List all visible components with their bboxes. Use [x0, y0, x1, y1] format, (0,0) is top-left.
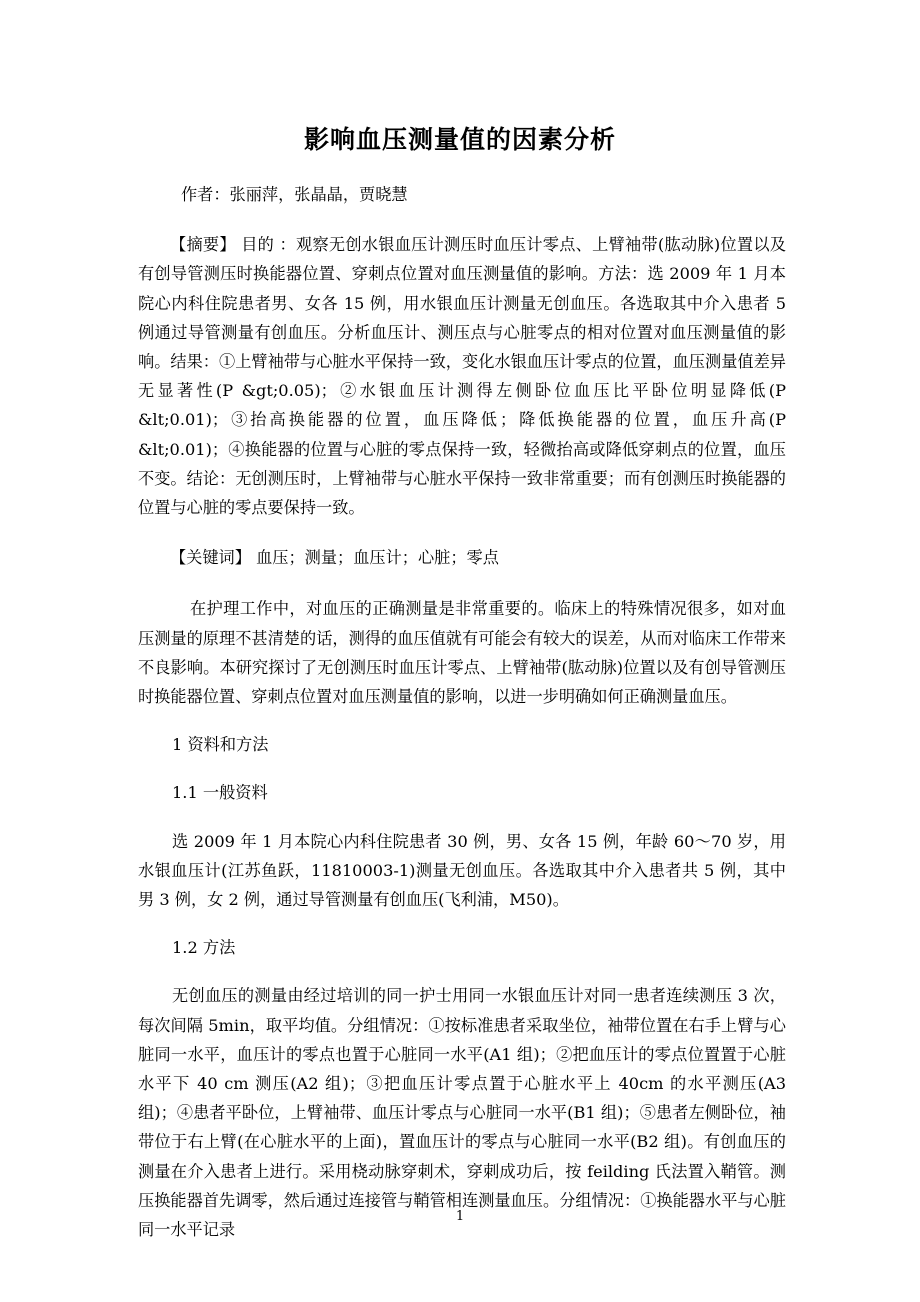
keywords-line: 【关键词】 血压；测量；血压计；心脏；零点: [170, 548, 499, 568]
general-info-paragraph: 选 2009 年 1 月本院心内科住院患者 30 例，男、女各 15 例，年龄 60～70 岁，用水银血压计(江苏鱼跃，11810003-1)测量无创血压。各选取其中介入患者共 5 例，其中男 3 例，女 2 例，通过导管测量有创血压(飞利浦，M50)。: [138, 831, 786, 910]
document-body: [138, 180, 786, 1244]
authors-line: 作者：张丽萍，张晶晶，贾晓慧: [181, 185, 408, 204]
intro-paragraph: 在护理工作中，对血压的正确测量是非常重要的。临床上的特殊情况很多，如对血压测量的原理不甚清楚的话，测得的血压值就有可能会有较大的误差，从而对临床工作带来不良影响。本研究探讨了无创测压时血压计零点、上臂袖带(肱动脉)位置以及有创导管测压时换能器位置、穿刺点位置对血压测量值的影响，以进一步明确如何正确测量血压。: [138, 599, 786, 707]
subsection-heading-1-2: 1.2 方法: [172, 938, 236, 958]
abstract-paragraph: 【摘要】 目的 ：观察无创水银血压计测压时血压计零点、上臂袖带(肱动脉)位置以及有创导管测压时换能器位置、穿刺点位置对血压测量值的影响。方法：选 2009 年 1 月本院心内科住院患者男、女各 15 例，用水银血压计测量无创血压。各选取其中介入患者 5 例通过导管测量有创血压。分析血压计、测压点与心脏零点的相对位置对血压测量值的影响。结果：①上臂袖带与心脏水平保持一致，变化水银血压计零点的位置，血压测量值差异无显著性(P &gt;0.05)；②水银血压计测得左侧卧位血压比平卧位明显降低(P &lt;0.01)；③抬高换能器的位置，血压降低；降低换能器的位置，血压升高(P &lt;0.01)；④换能器的位置与心脏的零点保持一致，轻微抬高或降低穿刺点的位置，血压不变。结论：无创测压时，上臂袖带与心脏水平保持一致非常重要；而有创测压时换能器的位置与心脏的零点要保持一致。: [138, 235, 786, 518]
page-title: 影响血压测量值的因素分析: [303, 125, 616, 154]
method-paragraph: 无创血压的测量由经过培训的同一护士用同一水银血压计对同一患者连续测压 3 次，每次间隔 5min，取平均值。分组情况：①按标准患者采取坐位，袖带位置在右手上臂与心脏同一水平，血压计的零点也置于心脏同一水平(A1 组)；②把血压计的零点位置置于心脏水平下 40 cm 测压(A2 组)；③把血压计零点置于心脏水平上 40cm 的水平测压(A3 组)；④患者平卧位，上臂袖带、血压计零点与心脏同一水平(B1 组)；⑤患者左侧卧位，袖带位于右上臂(在心脏水平的上面)，置血压计的零点与心脏同一水平(B2 组)。有创血压的测量在介入患者上进行。采用桡动脉穿刺术，穿刺成功后，按 feilding 氏法置入鞘管。测压换能器首先调零，然后通过连接管与鞘管相连测量血压。分组情况：①换能器水平与心脏同一水平记录: [138, 986, 786, 1240]
section-heading-1: 1 资料和方法: [172, 735, 269, 755]
subsection-heading-1-1: 1.1 一般资料: [172, 783, 268, 803]
page-number: 1: [455, 1209, 465, 1224]
